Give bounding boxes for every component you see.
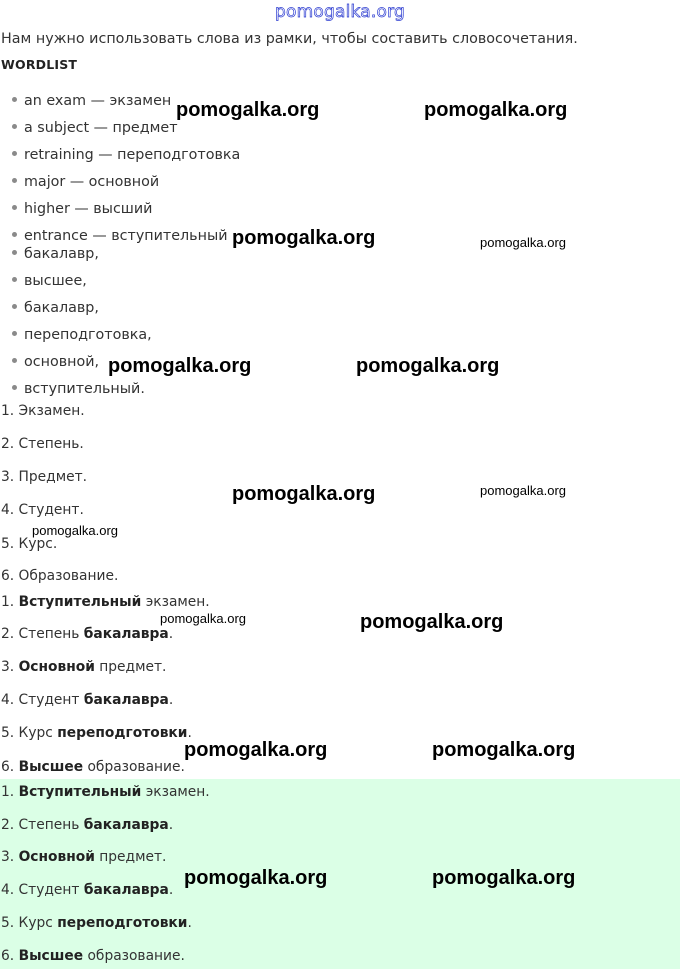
wordlist-item: бакалавр,	[12, 300, 99, 316]
watermark: pomogalka.org	[360, 611, 504, 633]
list-item: 5. Курс.	[1, 536, 58, 552]
list-item: 6. Образование.	[1, 568, 119, 584]
bullet-dot-icon	[12, 250, 17, 255]
task-intro: Нам нужно использовать слова из рамки, чтобы составить словосочетания.	[1, 31, 578, 47]
list-item: 1. Экзамен.	[1, 403, 85, 419]
watermark: pomogalka.org	[184, 739, 328, 761]
watermark: pomogalka.org	[480, 235, 566, 250]
site-header-logo[interactable]: pomogalka.org	[275, 2, 405, 22]
watermark: pomogalka.org	[232, 483, 376, 505]
wordlist-item: основной,	[12, 354, 99, 370]
bullet-dot-icon	[12, 277, 17, 282]
bullet-dot-icon	[12, 385, 17, 390]
list-item: 1. Вступительный экзамен.	[1, 784, 210, 800]
wordlist-item: a subject — предмет	[12, 120, 178, 136]
bullet-dot-icon	[12, 124, 17, 129]
wordlist-item: entrance — вступительный	[12, 228, 228, 244]
watermark: pomogalka.org	[356, 355, 500, 377]
list-item: 3. Основной предмет.	[1, 849, 167, 865]
bullet-dot-icon	[12, 151, 17, 156]
list-item: 3. Основной предмет.	[1, 659, 167, 675]
list-item: 5. Курс переподготовки.	[1, 725, 192, 741]
wordlist-item: an exam — экзамен	[12, 93, 171, 109]
wordlist-item: переподготовка,	[12, 327, 152, 343]
answer-box	[0, 779, 680, 969]
watermark: pomogalka.org	[432, 739, 576, 761]
watermark: pomogalka.org	[432, 867, 576, 889]
list-item: 4. Студент бакалавра.	[1, 882, 174, 898]
list-item: 2. Степень бакалавра.	[1, 817, 174, 833]
watermark: pomogalka.org	[232, 227, 376, 249]
list-item: 5. Курс переподготовки.	[1, 915, 192, 931]
wordlist-heading: WORDLIST	[1, 57, 78, 72]
wordlist-item: major — основной	[12, 174, 159, 190]
watermark: pomogalka.org	[480, 483, 566, 498]
bullet-dot-icon	[12, 232, 17, 237]
list-item: 2. Степень бакалавра.	[1, 626, 174, 642]
list-item: 4. Студент.	[1, 502, 84, 518]
watermark: pomogalka.org	[176, 99, 320, 121]
list-item: 3. Предмет.	[1, 469, 88, 485]
bullet-dot-icon	[12, 331, 17, 336]
bullet-dot-icon	[12, 97, 17, 102]
watermark: pomogalka.org	[108, 355, 252, 377]
list-item: 6. Высшее образование.	[1, 759, 185, 775]
wordlist-item: бакалавр,	[12, 246, 99, 262]
bullet-dot-icon	[12, 178, 17, 183]
wordlist-item: higher — высший	[12, 201, 152, 217]
wordlist-item: высшее,	[12, 273, 87, 289]
bullet-dot-icon	[12, 358, 17, 363]
list-item: 1. Вступительный экзамен.	[1, 594, 210, 610]
list-item: 2. Степень.	[1, 436, 84, 452]
bullet-dot-icon	[12, 205, 17, 210]
list-item: 4. Студент бакалавра.	[1, 692, 174, 708]
watermark: pomogalka.org	[160, 611, 246, 626]
wordlist-item: retraining — переподготовка	[12, 147, 240, 163]
list-item: 6. Высшее образование.	[1, 948, 185, 964]
watermark: pomogalka.org	[424, 99, 568, 121]
wordlist-item: вступительный.	[12, 381, 145, 397]
bullet-dot-icon	[12, 304, 17, 309]
watermark: pomogalka.org	[184, 867, 328, 889]
watermark: pomogalka.org	[32, 523, 118, 538]
